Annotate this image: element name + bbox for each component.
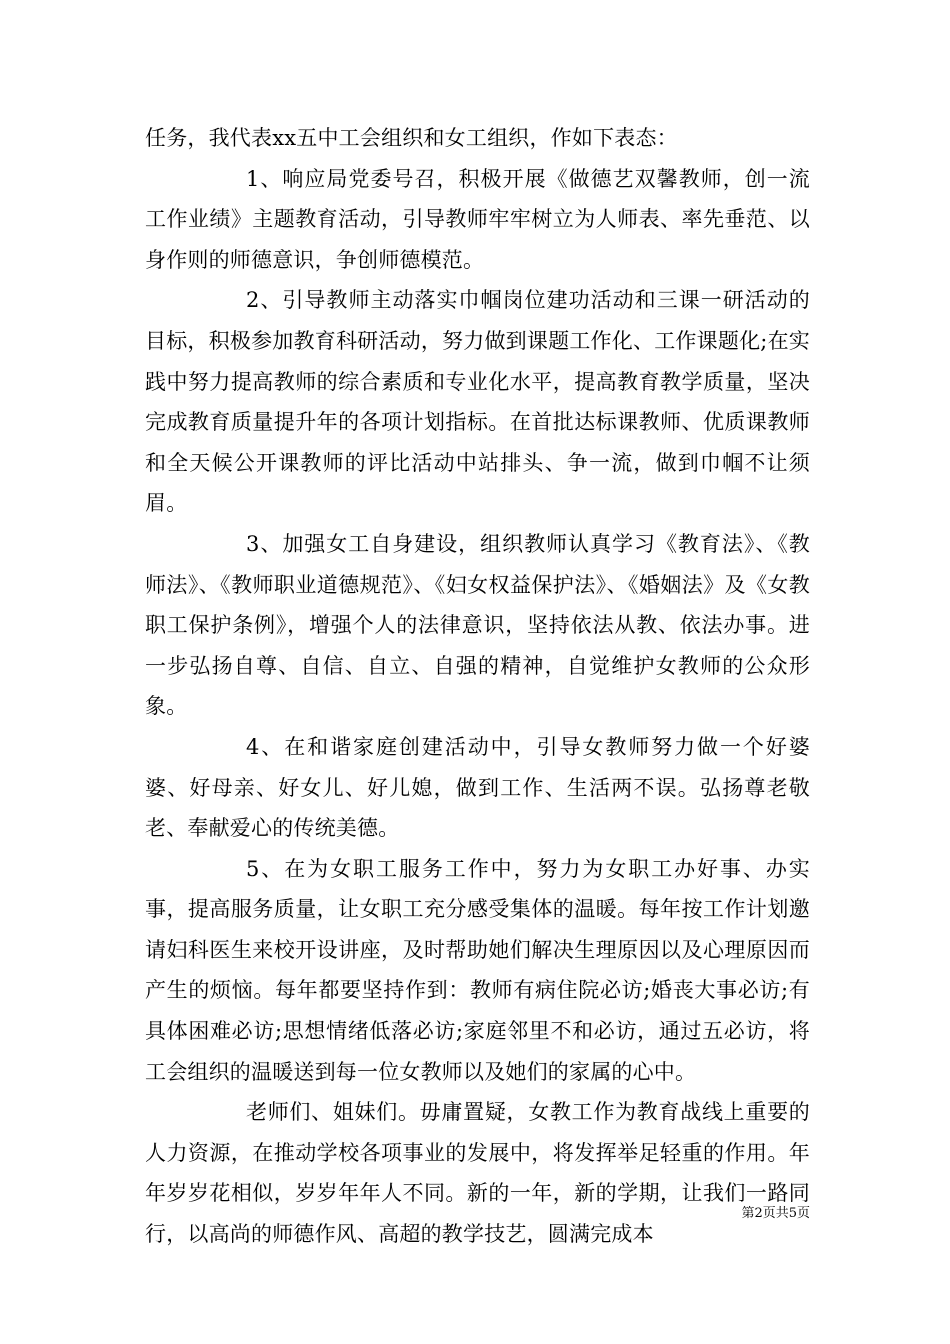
paragraph-closing: 老师们、姐妹们。毋庸置疑，女教工作为教育战线上重要的人力资源，在推动学校各项事业的发展中，将发挥举足轻重的作用。年年岁岁花相似，岁岁年年人不同。新的一年，新的学期，让我们一路同行，以高尚的师德作风、高超的教学技艺，圆满完成本: [145, 1100, 810, 1247]
paragraph-item-1: 1、响应局党委号召，积极开展《做德艺双馨教师，创一流工作业绩》主题教育活动，引导教师牢牢树立为人师表、率先垂范、以身作则的师德意识，争创师德模范。: [145, 166, 810, 272]
paragraph-item-4: 4、在和谐家庭创建活动中，引导女教师努力做一个好婆婆、好母亲、好女儿、好儿媳，做到工作、生活两不误。弘扬尊老敬老、奉献爱心的传统美德。: [145, 734, 810, 841]
document-body: [145, 118, 810, 1255]
paragraph-intro: 任务，我代表xx五中工会组织和女工组织，作如下表态：: [145, 126, 678, 150]
paragraph-item-5: 5、在为女职工服务工作中，努力为女职工办好事、办实事，提高服务质量，让女职工充分感受集体的温暖。每年按工作计划邀请妇科医生来校开设讲座，及时帮助她们解决生理原因以及心理原因而产生的烦恼。每年都要坚持作到：教师有病住院必访;婚丧大事必访;有具体困难必访;思想情绪低落必访;家庭邻里不和必访，通过五必访，将工会组织的温暖送到每一位女教师以及她们的家属的心中。: [145, 856, 810, 1084]
page-number: 第2页共5页: [741, 1206, 810, 1221]
paragraph-item-3: 3、加强女工自身建设，组织教师认真学习《教育法》、《教师法》、《教师职业道德规范》、《妇女权益保护法》、《婚姻法》及《女教职工保护条例》，增强个人的法律意识，坚持依法从教、依法办事。进一步弘扬自尊、自信、自立、自强的精神，自觉维护女教师的公众形象。: [145, 531, 810, 719]
paragraph-item-2: 2、引导教师主动落实巾帼岗位建功活动和三课一研活动的目标，积极参加教育科研活动，努力做到课题工作化、工作课题化;在实践中努力提高教师的综合素质和专业化水平，提高教育教学质量，坚决完成教育质量提升年的各项计划指标。在首批达标课教师、优质课教师和全天候公开课教师的评比活动中站排头、争一流，做到巾帼不让须眉。: [145, 288, 810, 516]
